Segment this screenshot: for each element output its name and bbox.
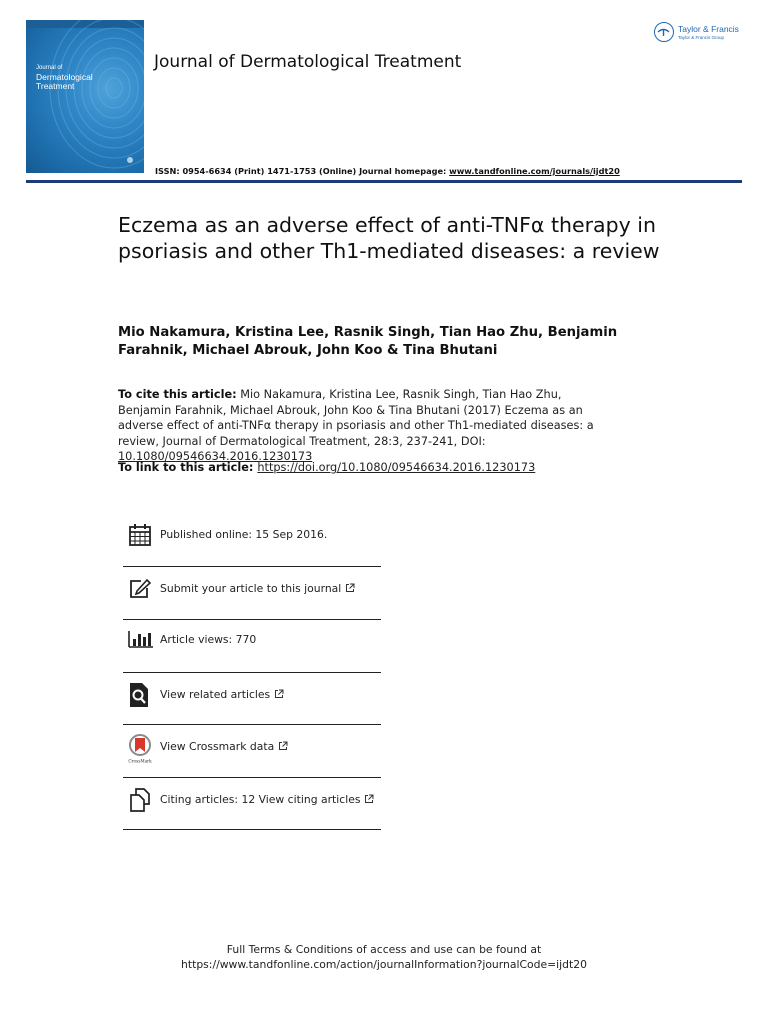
crossmark-item[interactable] xyxy=(123,734,381,774)
external-link-icon xyxy=(364,794,374,804)
related-articles-label: View related articles xyxy=(160,688,271,701)
crossmark-icon-caption: CrossMark xyxy=(128,758,152,764)
crossmark-label: View Crossmark data xyxy=(160,740,275,753)
article-views-label: Article views: 770 xyxy=(160,633,257,646)
divider xyxy=(123,724,381,725)
journal-homepage-link[interactable]: www.tandfonline.com/journals/ijdt20 xyxy=(449,166,620,176)
article-doi-link[interactable]: https://doi.org/10.1080/09546634.2016.1230173 xyxy=(257,461,536,474)
crossmark-icon xyxy=(127,734,153,764)
search-document-icon xyxy=(127,682,153,708)
footer-line1: Full Terms & Conditions of access and use can be found at xyxy=(226,943,542,956)
link-label: To link to this article: xyxy=(118,461,258,474)
footer xyxy=(0,942,768,972)
published-online-label: Published online: 15 Sep 2016. xyxy=(160,528,328,541)
footer-terms-link[interactable]: https://www.tandfonline.com/action/journalInformation?journalCode=ijdt20 xyxy=(181,958,587,971)
issn-text: ISSN: 0954-6634 (Print) 1471-1753 (Online) Journal homepage: xyxy=(155,166,450,176)
citing-articles-item[interactable] xyxy=(123,787,381,827)
publisher-sub: Taylor & Francis Group xyxy=(678,35,725,40)
issn-line xyxy=(155,166,620,176)
citation-block xyxy=(118,387,618,465)
article-views-item xyxy=(123,627,381,667)
publisher-logo-icon xyxy=(654,22,674,42)
edit-icon xyxy=(127,576,153,602)
related-articles-item[interactable] xyxy=(123,682,381,722)
link-line xyxy=(118,460,638,475)
citing-articles-label: Citing articles: 12 View citing articles xyxy=(160,793,361,806)
cite-doi-link[interactable]: 10.1080/09546634.2016.1230173 xyxy=(118,450,313,463)
external-link-icon xyxy=(278,741,288,751)
publisher-name: Taylor & Francis xyxy=(678,24,739,34)
header-rule xyxy=(26,180,742,183)
cite-text: Mio Nakamura, Kristina Lee, Rasnik Singh, Tian Hao Zhu, Benjamin Farahnik, Michael Abrouk, John Koo & Tina Bhutani (2017) Eczema as an adverse effect of anti-TNFα therapy in psoriasis and other Th1-mediated diseases: a review, Journal of Dermatological Treatment, 28:3, 237-241, DOI: xyxy=(118,388,594,448)
cover-title xyxy=(36,64,116,91)
publisher-logo xyxy=(654,22,746,46)
published-online-item xyxy=(123,522,381,562)
article-authors: Mio Nakamura, Kristina Lee, Rasnik Singh, Tian Hao Zhu, Benjamin Farahnik, Michael Abrouk, John Koo & Tina Bhutani xyxy=(118,325,618,358)
cover-pattern xyxy=(26,20,144,173)
divider xyxy=(123,829,381,830)
cover-small-line: Journal of xyxy=(36,65,63,71)
divider xyxy=(123,619,381,620)
calendar-icon xyxy=(127,522,153,548)
external-link-icon xyxy=(274,689,284,699)
divider xyxy=(123,566,381,567)
divider xyxy=(123,777,381,778)
divider xyxy=(123,672,381,673)
bar-chart-icon xyxy=(127,627,153,653)
journal-title: Journal of Dermatological Treatment xyxy=(154,52,462,72)
submit-article-item[interactable] xyxy=(123,576,381,616)
cover-title-line1: Dermatological xyxy=(36,72,93,82)
cover-title-line2: Treatment xyxy=(36,81,75,91)
submit-article-label: Submit your article to this journal xyxy=(160,582,342,595)
citing-icon xyxy=(127,787,153,813)
external-link-icon xyxy=(345,583,355,593)
journal-cover-image xyxy=(26,20,144,173)
article-title: Eczema as an adverse effect of anti-TNFα therapy in psoriasis and other Th1-mediated diseases: a review xyxy=(118,213,660,263)
cite-label: To cite this article: xyxy=(118,388,237,401)
